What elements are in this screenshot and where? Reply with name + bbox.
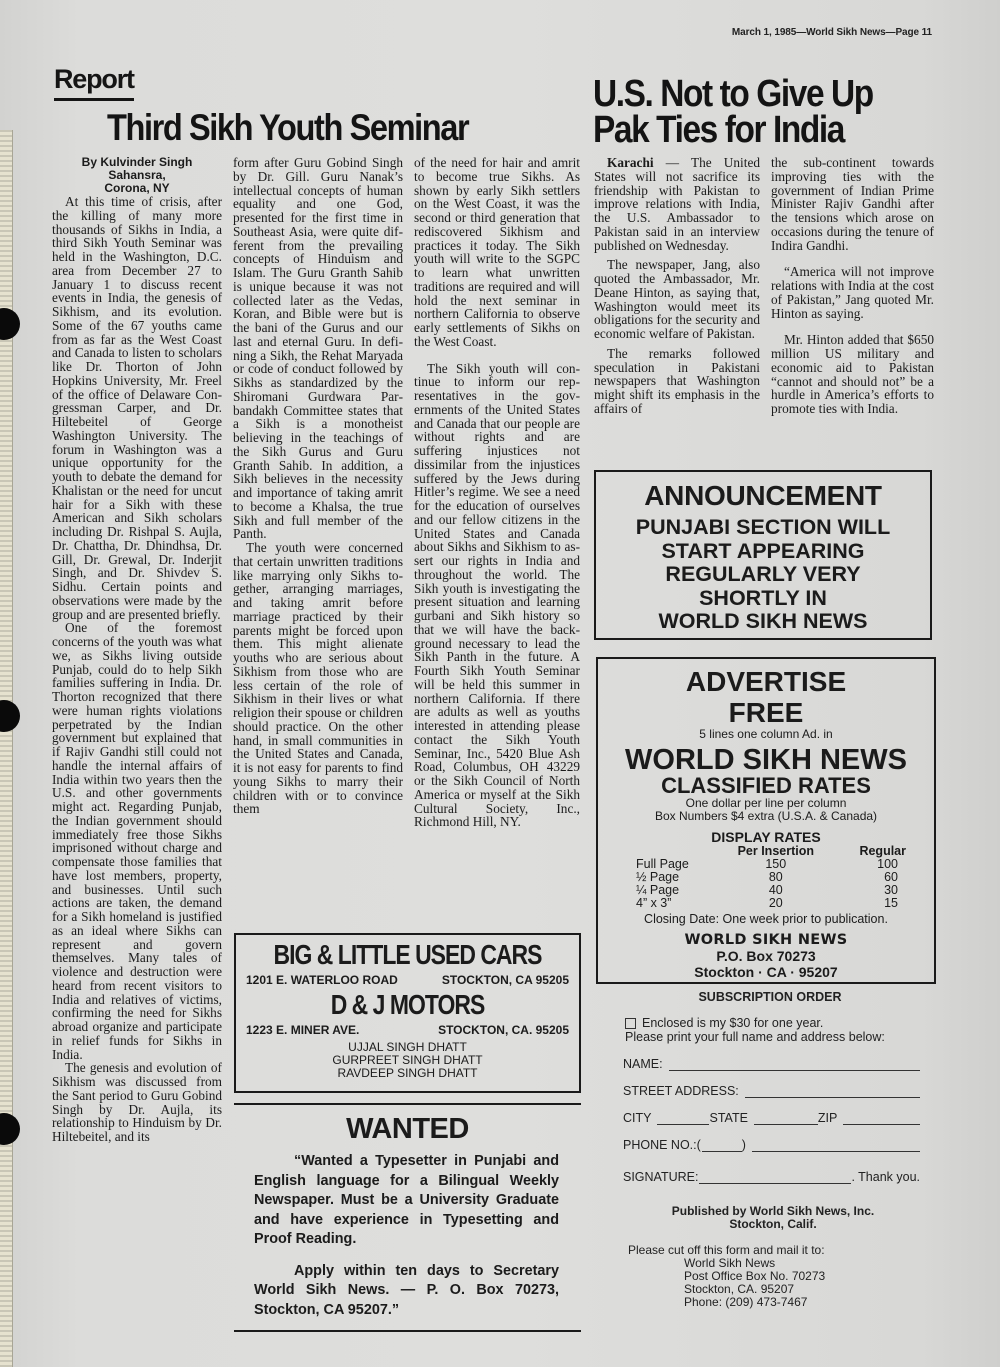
article-column-1 [52, 156, 222, 1144]
closing-date: Closing Date: One week prior to publication. [644, 912, 888, 926]
headline-line: Pak Ties for India [593, 109, 844, 151]
city-label: CITY [623, 1111, 652, 1125]
classified-rates-title: CLASSIFIED RATES [661, 773, 871, 798]
paragraph: One of the foremost concerns of the youth was what we, as Sikhs living outside Punjab, could do to help Sikh families suffering in India. Dr. Thorton recognized that there were human rights violations perpetrated by the Indian government but explained that if Rajiv Gandhi still could not handle the internal affairs of India within two years then the U.S. and other governments might act. Regarding Punjab, the Indian government should immediately free those Sikhs imprisoned without charge and compensate those families that have lost members, property, and businesses. Until such actions are taken, the demand for a Sikh homeland is justified as an ideal where Sikhs can represent and govern themselves. Many tales of violence and destruction were heard from recent visitors to India and relatives of victims, confirming the need for Sikhs abroad organize and participate in relief funds for Sikhs in India. [52, 620, 222, 1062]
dealer-address-row [236, 1023, 579, 1037]
street-label: STREET ADDRESS: [623, 1084, 739, 1098]
dateline: Karachi [607, 155, 654, 170]
phone-field[interactable] [752, 1140, 920, 1152]
form-instructions: Please print your full name and address below: [625, 1030, 885, 1044]
wanted-apply: Apply within ten days to Secretary World Sikh News. — P. O. Box 70273, Stockton, CA 95207.” [254, 1262, 559, 1318]
publisher-info [628, 1205, 918, 1309]
dealer-street: 1201 E. WATERLOO ROAD [246, 973, 398, 987]
subscription-checkbox-row[interactable] [620, 1016, 920, 1030]
advert-title: FREE [728, 697, 804, 728]
advert-subtitle: 5 lines one column Ad. in [699, 727, 833, 741]
announcement-box [594, 470, 932, 640]
paragraph: The youth were concerned that certain unwritten traditions like marrying only Sikhs together, arranging marriages, and taking amrit before marriage practiced by their parents might be forced upon them. This might alienate youths who are serious about Sikhism from those who are less certain of the role of Sikhism in their lives or what religion their spouse or children should practice. On the other hand, in small communities in the United States and Canada, it is not easy for parents to find young Sikhs to marry their children with or to convince them [233, 540, 403, 817]
phone-paren: ) [741, 1138, 746, 1152]
used-cars-ad [234, 933, 581, 1093]
phone-field-row [620, 1138, 920, 1152]
byline-author-surname: Sahansra, [108, 168, 166, 182]
publisher-name: Published by World Sikh News, Inc. [671, 1204, 875, 1218]
byline-location: Corona, NY [104, 181, 170, 195]
advertise-free-box [596, 657, 936, 984]
mail-address-line: Post Office Box No. 70273 [684, 1269, 826, 1283]
rate-regular: 60 [884, 870, 898, 884]
mail-intro: Please cut off this form and mail it to: [628, 1243, 825, 1257]
dealer-city: STOCKTON, CA. 95205 [438, 1023, 569, 1037]
signature-field[interactable] [699, 1172, 851, 1184]
checkbox[interactable] [625, 1018, 636, 1029]
announcement-line: PUNJABI SECTION WILL [635, 515, 891, 539]
display-rates-table [636, 845, 906, 910]
area-code-field[interactable] [702, 1140, 742, 1152]
thank-you-text: . Thank you. [851, 1170, 920, 1184]
announcement-title: ANNOUNCEMENT [644, 480, 882, 511]
phone-label: PHONE NO.:( [623, 1138, 701, 1152]
rate-per-insertion: 80 [768, 870, 783, 884]
rate-per-insertion: 40 [768, 883, 783, 897]
zip-field[interactable] [843, 1113, 920, 1125]
checkbox-label: Enclosed is my $30 for one year. [642, 1016, 824, 1030]
box-number-line: Box Numbers $4 extra (U.S.A. & Canada) [654, 809, 878, 823]
us-pak-column-1 [594, 156, 760, 416]
dealer-address-row [236, 973, 579, 987]
rate-size: Full Page [636, 857, 689, 871]
wanted-title: WANTED [346, 1113, 469, 1145]
announcement-line: START APPEARING [661, 538, 865, 563]
paragraph: “America will not improve relations with India at the cost of Pakistan,” Jang quoted Mr. Hinton as saying. [771, 264, 934, 321]
signature-row [620, 1170, 920, 1184]
mail-address-line: Phone: (209) 473-7467 [684, 1295, 808, 1309]
paragraph: form after Guru Gobind Singh by Dr. Gill. Guru Nanak’s intellectual concepts of human equality and one God, presented for the first time in Southeast Asia, were quite different from the prevailing concepts of Hinduism and Islam. The Guru Granth Sahib is unique because it was not collected later as the Vedas, Koran, and Bible were but is the bani of the Gurus and our last and eternal Guru. In defining a Sikh, the Rehat Maryada or code of conduct followed by Sikhs as standardized by the Shiromani Gurdwara Parbandakh Committee states that a Sikh is a monotheist believing in the teachings of the Sikh Gurus and Guru Granth Sahib. In addition, a Sikh believes in the necessity and importance of taking amrit to become a Khalsa, the true Sikh and full member of the Panth. [233, 155, 403, 542]
article-column-3 [414, 156, 580, 829]
announcement-body [596, 516, 930, 634]
paragraph: At this time of crisis, after the killing of many more thousands of Sikhs in India, a third Sikh Youth Seminar was held in the Washington, D.C. area from December 27 to January 1 to discuss recent events in India, the genesis of Sikhism, and its evolution. Some of the 67 youths came from as far as the West Coast and Canada to listen to scholars like Dr. Thorton of John Hopkins University, Mr. Freel of the office of Delaware Congressman Carper, and Dr. Hiltebeitel of George Washington University. The forum in Washington was a unique opportunity for the youth to debate the demand for Khalistan or the need for uncut hair for a Sikh with these American and Sikh scholars including Dr. Rishpal S. Aujla, Dr. Chattha, Dr. Dhindhsa, Dr. Gill, Dr. Grewal, Dr. Inderjit Singh, and Dr. Shivdev S. Sidhu. Certain points and observations were made by the group and are presented briefly. [52, 194, 222, 622]
advert-city: Stockton · CA · 95207 [694, 964, 838, 980]
paragraph-text: — The United States will not sacrifice its friendship with Pakistan to improve relations with India, the U.S. Ambassador to Pakistan said in an interview published on Wednesday. [594, 155, 760, 253]
column-header: Regular [859, 844, 906, 858]
announcement-line: SHORTLY IN [699, 585, 827, 610]
rate-size: ¼ Page [636, 883, 680, 897]
publisher-city: Stockton, Calif. [729, 1217, 817, 1231]
headline-line: U.S. Not to Give Up [593, 73, 873, 115]
dealer-name: BIG & LITTLE USED CARS [273, 939, 542, 970]
announcement-line: WORLD SIKH NEWS [658, 609, 868, 633]
display-rates-title: DISPLAY RATES [711, 829, 821, 845]
section-kicker: Report [54, 62, 134, 101]
city-field[interactable] [657, 1113, 709, 1125]
mail-address-line: Stockton, CA. 95207 [684, 1282, 795, 1296]
owner-name: UJJAL SINGH DHATT [348, 1040, 467, 1054]
rate-size: 4” x 3” [636, 896, 672, 910]
name-field[interactable] [669, 1059, 920, 1071]
byline-author: By Kulvinder Singh [81, 155, 193, 169]
paragraph [594, 156, 760, 252]
dealer-name: D & J MOTORS [330, 989, 485, 1020]
advert-title: ADVERTISE [685, 666, 847, 697]
punch-hole [0, 308, 20, 340]
zip-label: ZIP [817, 1111, 838, 1125]
headline-seminar: Third Sikh Youth Seminar [107, 107, 469, 148]
paragraph: The Sikh youth will continue to inform our representatives in the governments of the United States and Canada that our people are without rights and are suffering injustices not dissimilar from the injustices suffered by the Jews during Hitler’s regime. We see a need for the education of ourselves and our fellow citizens in the United States and Canada about Sikhs and Sikhism to assert our rights in India and throughout the world. The Sikh youth is investigating the present situation and learning gurbani and Sikh history so that we will have the background necessary to lead the Sikh Panth in the future. A Fourth Sikh Youth Seminar will be held this summer in northern California. If there are adults as well as youths interested in attending please contact the Sikh Youth Seminar, Inc., 5420 Blue Ash Road, Columbus, OH 43229 or the Sikh Council of North America or myself at the Sikh Cultural Society, Inc., Richmond Hill, NY. [414, 360, 580, 830]
name-field-row [620, 1057, 920, 1071]
wanted-ad [234, 1103, 581, 1332]
rate-regular: 30 [884, 883, 898, 897]
paragraph: The genesis and evolution of Sikhism was discussed from the Sant period to Guru Gobind Singh by Dr. Aujla, its relationship to Hinduism by Dr. Hiltebeitel, and its [52, 1060, 222, 1144]
rate-regular: 15 [884, 896, 898, 910]
advert-paper-name: WORLD SIKH NEWS [625, 744, 907, 776]
rate-per-insertion: 150 [765, 857, 787, 871]
subscription-form [620, 990, 920, 1184]
us-pak-column-2 [771, 156, 934, 416]
owner-list [236, 1041, 579, 1080]
dealer-city: STOCKTON, CA 95205 [441, 973, 569, 987]
column-header: Per Insertion [737, 844, 814, 858]
city-state-zip-row [620, 1111, 920, 1125]
article-column-2 [233, 156, 403, 816]
signature-label: SIGNATURE: [623, 1170, 699, 1184]
mail-address-line: World Sikh News [684, 1256, 776, 1270]
announcement-line: REGULARLY VERY [665, 562, 861, 586]
dealer-street: 1223 E. MINER AVE. [246, 1023, 360, 1037]
owner-name: GURPREET SINGH DHATT [332, 1053, 483, 1067]
brand-wordmark: WORLD SIKH NEWS [684, 932, 848, 948]
paragraph: of the need for hair and amrit to become true Sikhs. As shown by early Sikh settlers on the West Coast, it was the second or third generation that rediscovered Sikhism and practices it today. The Sikh youth will write to the SGPC to learn what unwritten traditions are required and will hold the next seminar in northern California to observe early settlements of Sikhs on the West Coast. [414, 155, 580, 349]
paragraph: The newspaper, Jang, also quoted the Ambassador, Mr. Deane Hinton, as saying that, Washington would meet its obligations for the security and economic welfare of Pakistan. [594, 257, 760, 341]
rate-per-insertion: 20 [768, 896, 783, 910]
street-field-row [620, 1084, 920, 1098]
owner-name: RAVDEEP SINGH DHATT [337, 1066, 478, 1080]
byline [52, 156, 222, 195]
advert-pobox: P.O. Box 70273 [716, 948, 816, 964]
rate-regular: 100 [877, 857, 898, 871]
punch-hole [0, 1113, 20, 1145]
name-label: NAME: [623, 1057, 663, 1071]
punch-hole [0, 700, 20, 732]
paragraph: the sub-continent towards improving ties with the government of Indian Prime Minister Rajiv Gandhi after the tensions which arose on occasions during the tenure of Indira Gandhi. [771, 155, 934, 253]
state-label: STATE [709, 1111, 748, 1125]
headline-us-pak [593, 73, 873, 151]
rate-size: ½ Page [636, 870, 680, 884]
page-folio: March 1, 1985—World Sikh News—Page 11 [731, 27, 932, 38]
subscription-title: SUBSCRIPTION ORDER [698, 990, 842, 1004]
street-field[interactable] [745, 1086, 920, 1098]
paragraph: The remarks followed speculation in Pakistani newspapers that Washington might shift its emphasis in the affairs of [594, 345, 760, 416]
wanted-body: “Wanted a Typesetter in Punjabi and English language for a Bilingual Weekly Newspaper. Must be a University Graduate and have experience in Typesetting and Proof Reading. [254, 1153, 559, 1247]
state-field[interactable] [754, 1113, 818, 1125]
classified-rate-line: One dollar per line per column [685, 796, 847, 810]
rate-row [636, 897, 906, 910]
paragraph: Mr. Hinton added that $650 million US military and economic aid to Pakistan “cannot and should not” be a hurdle in America’s efforts to promote ties with India. [771, 332, 934, 416]
